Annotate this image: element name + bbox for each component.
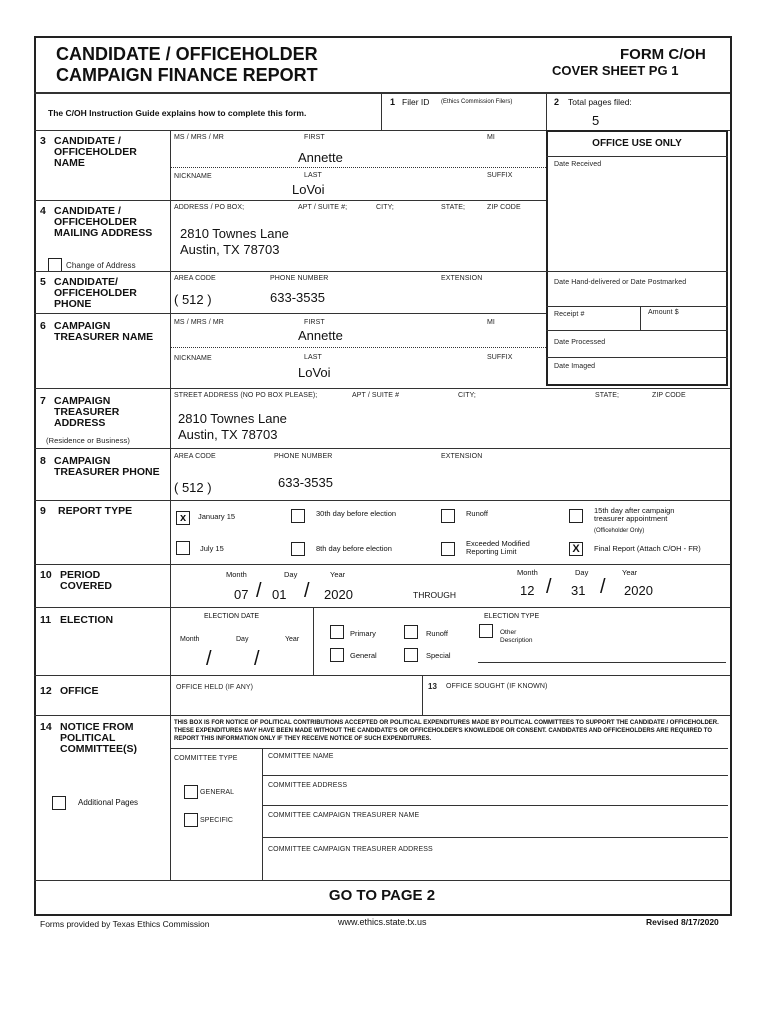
area-code-label: AREA CODE	[174, 275, 216, 282]
officeholder-only-note: (Officeholder Only)	[594, 528, 645, 534]
divider	[34, 448, 730, 449]
date-slash: /	[254, 648, 260, 670]
cover-sheet-label: COVER SHEET PG 1	[552, 63, 679, 78]
15th-day-label: 15th day after campaign treasurer appointment	[594, 506, 675, 523]
treasurer-address-title: CAMPAIGN TREASURER ADDRESS	[54, 395, 120, 429]
form-title-line1: CANDIDATE / OFFICEHOLDER	[56, 44, 318, 64]
change-of-address-checkbox[interactable]	[48, 258, 62, 272]
total-pages-number: 2	[554, 97, 560, 107]
date-processed-label: Date Processed	[554, 339, 606, 346]
candidate-name-title: CANDIDATE / OFFICEHOLDER NAME	[54, 135, 137, 169]
election-date-label: ELECTION DATE	[204, 613, 260, 620]
additional-pages-checkbox[interactable]	[52, 796, 66, 810]
divider	[546, 330, 728, 331]
other-description-line	[478, 662, 726, 663]
election-day-label: Day	[236, 636, 249, 643]
footer-provided-by: Forms provided by Texas Ethics Commission	[40, 919, 210, 929]
nickname-label: NICKNAME	[174, 355, 212, 362]
section-number: 10	[40, 569, 52, 581]
divider	[546, 92, 547, 130]
mailing-address-line1[interactable]: 2810 Townes Lane	[180, 226, 289, 241]
8th-day-label: 8th day before election	[316, 544, 392, 553]
go-to-page-2[interactable]: GO TO PAGE 2	[328, 887, 436, 904]
footer-revised: Revised 8/17/2020	[646, 917, 719, 927]
committee-name-label: COMMITTEE NAME	[268, 753, 334, 760]
instructions-note: The C/OH Instruction Guide explains how to complete this form.	[48, 108, 307, 118]
from-month-label: Month	[226, 570, 247, 579]
runoff-checkbox[interactable]	[441, 509, 455, 523]
divider	[262, 775, 728, 776]
divider	[34, 564, 730, 565]
divider	[262, 837, 728, 838]
to-year-label: Year	[622, 568, 638, 577]
nickname-label: NICKNAME	[174, 173, 212, 180]
general-committee-checkbox[interactable]	[184, 785, 198, 799]
section-number: 3	[40, 135, 46, 147]
city-label: CITY;	[458, 392, 476, 399]
date-slash: /	[600, 576, 606, 598]
special-checkbox[interactable]	[404, 648, 418, 662]
divider	[34, 271, 546, 272]
office-use-box	[546, 130, 728, 386]
office-held-label: OFFICE HELD (IF ANY)	[176, 684, 254, 691]
section-number: 6	[40, 320, 46, 332]
to-day-label: Day	[575, 568, 589, 577]
from-month-value[interactable]: 07	[234, 587, 249, 602]
filer-id-note: (Ethics Commission Filers)	[441, 99, 513, 105]
apt-label: APT / SUITE #	[352, 392, 400, 399]
treasurer-area-code[interactable]: ( 512 )	[174, 480, 212, 495]
section-number: 14	[40, 721, 52, 733]
date-slash: /	[304, 580, 310, 602]
mi-label: MI	[487, 134, 495, 141]
election-year-label: Year	[285, 636, 300, 643]
ms-label: MS / MRS / MR	[174, 134, 224, 141]
from-day-label: Day	[284, 570, 298, 579]
filer-id-field[interactable]	[384, 110, 544, 128]
office-sought-number: 13	[428, 682, 438, 691]
extension-label: EXTENSION	[441, 453, 483, 460]
area-code-label: AREA CODE	[174, 453, 216, 460]
divider	[640, 306, 641, 330]
apt-label: APT / SUITE #;	[298, 204, 348, 211]
hand-delivered-label: Date Hand-delivered or Date Postmarked	[554, 279, 687, 286]
divider	[34, 500, 730, 501]
divider	[34, 880, 730, 881]
total-pages-label: Total pages filed:	[568, 97, 632, 107]
divider	[262, 748, 263, 880]
election-type-label: ELECTION TYPE	[484, 613, 540, 620]
treasurer-first-name[interactable]: Annette	[298, 328, 343, 343]
primary-label: Primary	[350, 629, 376, 638]
divider	[546, 357, 728, 358]
change-of-address-label: Change of Address	[66, 261, 136, 270]
period-covered-title: PERIOD COVERED	[60, 569, 112, 592]
general-checkbox[interactable]	[330, 648, 344, 662]
suffix-label: SUFFIX	[487, 172, 513, 179]
report-type-title: REPORT TYPE	[58, 505, 133, 517]
date-received-label: Date Received	[554, 161, 602, 168]
divider	[34, 607, 730, 608]
filer-id-number: 1	[390, 97, 396, 107]
runoff-label: Runoff	[466, 509, 488, 518]
other-label: Other Description	[500, 629, 533, 644]
treasurer-address-line2[interactable]: Austin, TX 78703	[178, 427, 278, 442]
exceeded-limit-label: Exceeded Modified Reporting Limit	[466, 539, 530, 556]
state-label: STATE;	[441, 204, 466, 211]
first-label: FIRST	[304, 134, 325, 141]
committee-address-label: COMMITTEE ADDRESS	[268, 782, 348, 789]
zip-label: ZIP CODE	[487, 204, 521, 211]
candidate-first-name[interactable]: Annette	[298, 150, 343, 165]
label-column-divider	[170, 130, 171, 880]
specific-committee-checkbox[interactable]	[184, 813, 198, 827]
divider	[546, 156, 728, 157]
primary-checkbox[interactable]	[330, 625, 344, 639]
mi-label: MI	[487, 319, 495, 326]
treasurer-address-line1[interactable]: 2810 Townes Lane	[178, 411, 287, 426]
july-15-label: July 15	[200, 544, 224, 553]
general-label: General	[350, 651, 377, 660]
candidate-area-code[interactable]: ( 512 )	[174, 292, 212, 307]
to-month-label: Month	[517, 568, 538, 577]
total-pages-value[interactable]: 5	[592, 113, 600, 128]
divider	[546, 306, 728, 307]
section-number: 11	[40, 614, 52, 626]
final-report-checkbox[interactable]: X	[569, 542, 583, 556]
committee-treasurer-address-label: COMMITTEE CAMPAIGN TREASURER ADDRESS	[268, 846, 433, 853]
city-label: CITY;	[376, 204, 394, 211]
footer-website[interactable]: www.ethics.state.tx.us	[338, 917, 427, 927]
january-15-checkbox[interactable]: x	[176, 511, 190, 525]
treasurer-phone-title: CAMPAIGN TREASURER PHONE	[54, 455, 160, 478]
notice-text: THIS BOX IS FOR NOTICE OF POLITICAL CONTRIBUTIONS ACCEPTED OR POLITICAL EXPENDITURES MADE BY POLITICAL COMMITTEES TO SUPPORT THE CANDIDATE / OFFICEHOLDER. THESE EXPENDITURES MAY HAVE BEEN MADE WITHOUT THE CANDIDATE'S OR OFFICEHOLDER'S KNOWLEDGE OR CONSENT. CANDIDATES AND OFFICEHOLDERS ARE REQUIRED TO REPORT THIS INFORMATION ONLY IF THEY RECEIVE NOTICE OF SUCH EXPENDITURES.	[174, 720, 719, 742]
divider	[381, 92, 382, 130]
section-number: 4	[40, 205, 46, 217]
divider	[34, 313, 546, 314]
exceeded-limit-checkbox[interactable]	[441, 542, 455, 556]
form-title-line2: CAMPAIGN FINANCE REPORT	[56, 65, 318, 85]
date-slash: /	[206, 648, 212, 670]
election-title: ELECTION	[60, 614, 114, 626]
mailing-address-line2[interactable]: Austin, TX 78703	[180, 242, 280, 257]
street-address-label: STREET ADDRESS (NO PO BOX PLEASE);	[174, 392, 318, 399]
section-number: 9	[40, 505, 46, 517]
special-label: Special	[426, 651, 451, 660]
treasurer-phone-number[interactable]: 633-3535	[278, 475, 333, 490]
general-committee-label: GENERAL	[200, 789, 235, 796]
to-month-value[interactable]: 12	[520, 583, 535, 598]
divider	[170, 347, 546, 348]
office-use-title: OFFICE USE ONLY	[592, 138, 682, 149]
15th-day-checkbox[interactable]	[569, 509, 583, 523]
state-label: STATE;	[595, 392, 620, 399]
from-year-label: Year	[330, 570, 346, 579]
july-15-checkbox[interactable]	[176, 541, 190, 555]
date-imaged-label: Date Imaged	[554, 363, 596, 370]
committee-treasurer-name-label: COMMITTEE CAMPAIGN TREASURER NAME	[268, 812, 420, 819]
30th-day-label: 30th day before election	[316, 509, 397, 518]
section-number: 8	[40, 455, 46, 467]
divider	[34, 388, 730, 389]
ms-label: MS / MRS / MR	[174, 319, 224, 326]
divider	[262, 805, 728, 806]
phone-number-label: PHONE NUMBER	[270, 275, 329, 282]
office-sought-label: OFFICE SOUGHT (IF KNOWN)	[446, 683, 548, 690]
additional-pages-label: Additional Pages	[78, 798, 139, 807]
mailing-address-title: CANDIDATE / OFFICEHOLDER MAILING ADDRESS	[54, 205, 153, 239]
receipt-label: Receipt #	[554, 311, 585, 318]
divider	[34, 200, 546, 201]
last-label: LAST	[304, 172, 322, 179]
committee-type-label: COMMITTEE TYPE	[174, 755, 238, 762]
to-year-value[interactable]: 2020	[624, 583, 653, 598]
divider	[34, 675, 730, 676]
from-day-value[interactable]: 01	[272, 587, 287, 602]
other-checkbox[interactable]	[479, 624, 493, 638]
specific-committee-label: SPECIFIC	[200, 817, 234, 824]
divider	[170, 167, 546, 168]
candidate-last-name[interactable]: LoVoi	[292, 182, 325, 197]
candidate-phone-number[interactable]: 633-3535	[270, 290, 325, 305]
notice-title: NOTICE FROM POLITICAL COMMITTEE(S)	[60, 721, 137, 755]
final-report-label: Final Report (Attach C/OH - FR)	[594, 544, 701, 553]
date-slash: /	[256, 580, 262, 602]
filer-id-label: Filer ID	[402, 97, 430, 107]
8th-day-checkbox[interactable]	[291, 542, 305, 556]
office-title: OFFICE	[60, 685, 99, 697]
section-number: 5	[40, 276, 46, 288]
last-label: LAST	[304, 354, 322, 361]
header-divider	[34, 92, 730, 94]
candidate-phone-title: CANDIDATE/ OFFICEHOLDER PHONE	[54, 276, 137, 310]
treasurer-last-name[interactable]: LoVoi	[298, 365, 331, 380]
treasurer-name-title: CAMPAIGN TREASURER NAME	[54, 320, 154, 343]
january-15-label: January 15	[198, 512, 236, 521]
section-number: 12	[40, 685, 52, 697]
divider	[34, 715, 730, 716]
amount-label: Amount $	[648, 309, 679, 316]
section-number: 7	[40, 395, 46, 407]
residence-note: (Residence or Business)	[46, 436, 131, 445]
election-month-label: Month	[180, 636, 200, 643]
extension-label: EXTENSION	[441, 275, 483, 282]
through-label: THROUGH	[413, 590, 456, 600]
suffix-label: SUFFIX	[487, 354, 513, 361]
30th-day-checkbox[interactable]	[291, 509, 305, 523]
date-slash: /	[546, 576, 552, 598]
address-label: ADDRESS / PO BOX;	[174, 204, 245, 211]
phone-number-label: PHONE NUMBER	[274, 453, 333, 460]
divider	[170, 748, 728, 749]
to-day-value[interactable]: 31	[571, 583, 586, 598]
election-runoff-label: Runoff	[426, 629, 448, 638]
first-label: FIRST	[304, 319, 325, 326]
election-runoff-checkbox[interactable]	[404, 625, 418, 639]
from-year-value[interactable]: 2020	[324, 587, 353, 602]
divider	[546, 271, 728, 272]
divider	[313, 607, 314, 675]
divider	[422, 675, 423, 715]
zip-label: ZIP CODE	[652, 392, 686, 399]
form-id: FORM C/OH	[620, 46, 706, 63]
